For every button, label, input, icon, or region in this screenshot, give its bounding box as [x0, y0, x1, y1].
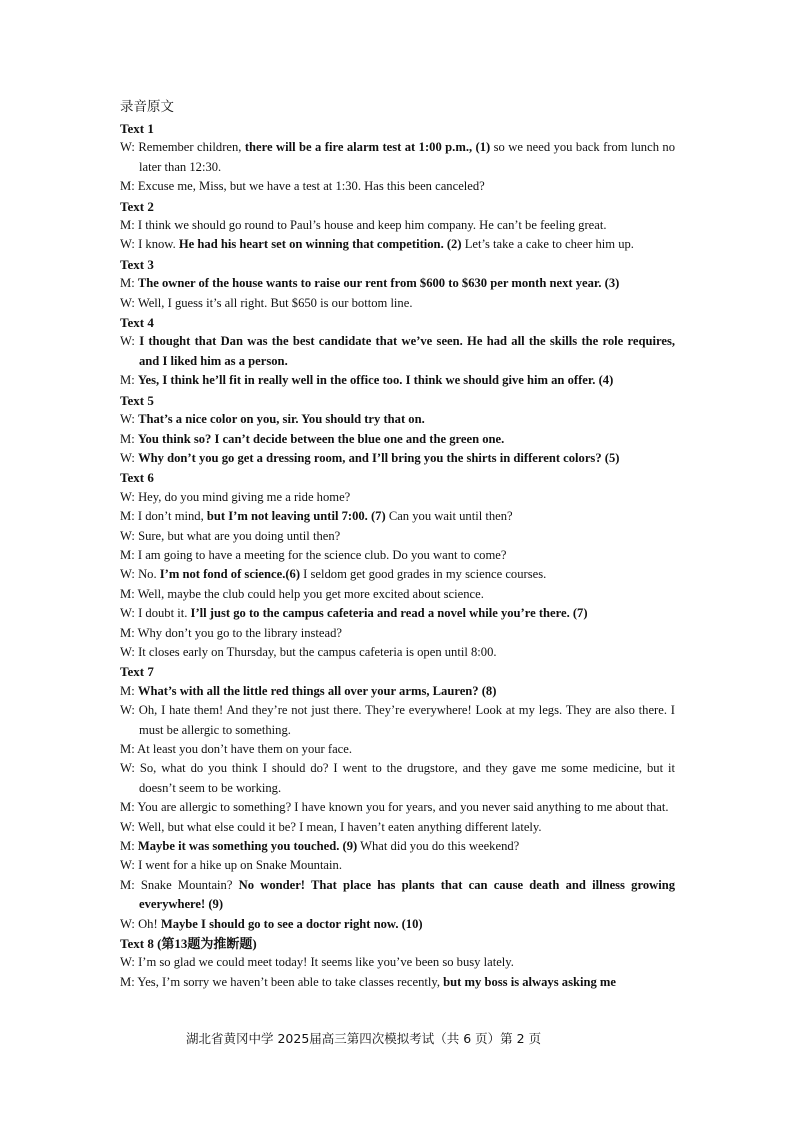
dialogue-text: W: — [120, 412, 139, 427]
dialogue-line — [120, 274, 675, 293]
dialogue-text: M: At least you don’t have them on your face. — [120, 742, 353, 756]
dialogue-text: M: I think we should go round to Paul’s house and keep him company. He can’t be feeling great. — [120, 218, 607, 233]
dialogue-line — [120, 953, 675, 972]
dialogue-text: W: Oh, I hate them! And they’re not just there. They’re everywhere! Look at my legs. They are also there. I must be allergic to something. — [120, 703, 675, 737]
dialogue-line — [120, 565, 675, 584]
dialogue-text: W: — [120, 334, 140, 349]
dialogue-line — [120, 740, 675, 759]
dialogue-text: so we need you back from lunch no later than 12:30. — [139, 140, 676, 174]
dialogue-line — [120, 507, 675, 526]
dialogue-text: W: I’m so glad we could meet today! It seems like you’ve been so busy lately. — [120, 955, 514, 970]
dialogue-line — [120, 818, 675, 837]
key-answer-text: there will be a fire alarm test at 1:00 p.m., (1) — [244, 140, 491, 155]
document-title: 录音原文 — [120, 99, 174, 115]
dialogue-text: M: — [120, 839, 138, 854]
dialogue-line — [120, 216, 675, 235]
key-answer-text: Why don’t you go get a dressing room, and I’ll bring you the shirts in different colors? (5) — [138, 450, 620, 465]
dialogue-line — [120, 973, 675, 992]
dialogue-line — [120, 643, 675, 662]
dialogue-line — [120, 332, 675, 371]
dialogue-text: W: Well, I guess it’s all right. But $650 is our bottom line. — [120, 295, 413, 310]
dialogue-line — [120, 488, 675, 507]
dialogue-line — [120, 294, 675, 313]
dialogue-text: I seldom get good grades in my science courses. — [300, 567, 547, 582]
dialogue-text: W: It closes early on Thursday, but the campus cafeteria is open until 8:00. — [120, 644, 497, 659]
key-answer-text: Maybe it was something you touched. (9) — [137, 839, 358, 854]
key-answer-text: I’ll just go to the campus cafeteria and read a novel while you’re there. (7) — [190, 606, 588, 621]
dialogue-line — [120, 410, 675, 429]
dialogue-text: W: I doubt it. — [120, 606, 191, 621]
dialogue-line — [120, 624, 675, 643]
dialogue-text: W: Hey, do you mind giving me a ride home? — [120, 489, 351, 504]
dialogue-text: W: — [120, 450, 139, 465]
dialogue-text: M: — [120, 431, 138, 446]
dialogue-text: W: I know. — [120, 237, 179, 252]
dialogue-text: M: Yes, I’m sorry we haven’t been able to take classes recently, — [120, 974, 444, 989]
dialogue-line — [120, 701, 675, 740]
dialogue-text: W: Sure, but what are you doing until then? — [120, 528, 341, 543]
dialogue-text: W: So, what do you think I should do? I went to the drugstore, and they gave me some medicine, but it doesn’t seem to be working. — [120, 761, 675, 795]
dialogue-text: Can you wait until then? — [385, 509, 513, 524]
dialogue-line — [120, 430, 675, 449]
dialogue-text: M: Why don’t you go to the library instead? — [120, 625, 342, 640]
dialogue-line — [120, 682, 675, 701]
dialogue-text: W: Oh! — [120, 916, 161, 931]
key-answer-text: Yes, I think he’ll fit in really well in the office too. I think we should give him an offer. (4) — [137, 373, 614, 388]
dialogue-text: Let’s take a cake to cheer him up. — [461, 237, 634, 252]
dialogue-line — [120, 527, 675, 546]
transcript-sections — [120, 119, 675, 992]
dialogue-line — [120, 177, 675, 196]
section-heading: Text 1 — [120, 121, 154, 136]
dialogue-line — [120, 449, 675, 468]
dialogue-line — [120, 604, 675, 623]
dialogue-line — [120, 876, 675, 915]
dialogue-text: M: I am going to have a meeting for the science club. Do you want to come? — [120, 547, 507, 562]
key-answer-text: What’s with all the little red things all over your arms, Lauren? (8) — [137, 683, 497, 698]
key-answer-text: He had his heart set on winning that competition. (2) — [178, 237, 462, 252]
section-heading: Text 8 (第13题为推断题) — [120, 936, 257, 952]
dialogue-text: W: Remember children, — [120, 140, 245, 155]
section-heading: Text 5 — [120, 392, 154, 408]
dialogue-line — [120, 546, 675, 565]
dialogue-text: M: Well, maybe the club could help you get more excited about science. — [120, 586, 484, 601]
section-heading: Text 3 — [120, 256, 154, 272]
section-heading: Text 6 — [120, 470, 154, 486]
dialogue-line — [120, 798, 675, 817]
dialogue-text: W: Well, but what else could it be? I mean, I haven’t eaten anything different lately. — [120, 819, 542, 834]
dialogue-text: M: Excuse me, Miss, but we have a test at 1:30. Has this been canceled? — [120, 179, 485, 194]
dialogue-text: M: — [120, 373, 138, 388]
dialogue-text: M: Snake Mountain? — [120, 877, 239, 892]
transcript-body — [120, 98, 675, 992]
dialogue-line — [120, 856, 675, 875]
dialogue-line — [120, 138, 675, 177]
dialogue-text: M: You are allergic to something? I have known you for years, and you never said anything to me about that. — [120, 800, 669, 815]
dialogue-line — [120, 235, 675, 254]
key-answer-text: No wonder! That place has plants that can cause death and illness growing everywhere! (9) — [139, 877, 676, 912]
dialogue-line — [120, 585, 675, 604]
key-answer-text: Maybe I should go to see a doctor right now. (10) — [160, 916, 423, 931]
key-answer-text: but my boss is always asking me — [443, 974, 617, 989]
section-heading: Text 7 — [120, 664, 154, 680]
key-answer-text: I’m not fond of science.(6) — [159, 567, 301, 582]
key-answer-text: The owner of the house wants to raise our rent from $600 to $630 per month next year. (3) — [137, 276, 620, 291]
key-answer-text: That’s a nice color on you, sir. You should try that on. — [138, 412, 425, 427]
dialogue-text: M: I don’t mind, — [120, 509, 207, 524]
dialogue-text: What did you do this weekend? — [357, 839, 520, 854]
dialogue-text: M: — [120, 276, 138, 291]
dialogue-text: W: I went for a hike up on Snake Mountain. — [120, 858, 342, 873]
dialogue-line — [120, 837, 675, 856]
dialogue-line — [120, 915, 675, 934]
dialogue-line — [120, 759, 675, 798]
section-heading: Text 4 — [120, 315, 154, 331]
key-answer-text: I thought that Dan was the best candidate that we’ve seen. He had all the skills the role requires, and I liked him as a person. — [139, 334, 675, 368]
page-footer: 湖北省黄冈中学 2025届高三第四次模拟考试（共 6 页）第 2 页 — [186, 1031, 542, 1046]
section-heading: Text 2 — [120, 198, 154, 214]
key-answer-text: but I’m not leaving until 7:00. (7) — [206, 509, 386, 524]
dialogue-text: W: No. — [120, 567, 160, 582]
dialogue-text: M: — [120, 683, 138, 698]
dialogue-line — [120, 371, 675, 390]
key-answer-text: You think so? I can’t decide between the blue one and the green one. — [137, 431, 505, 446]
